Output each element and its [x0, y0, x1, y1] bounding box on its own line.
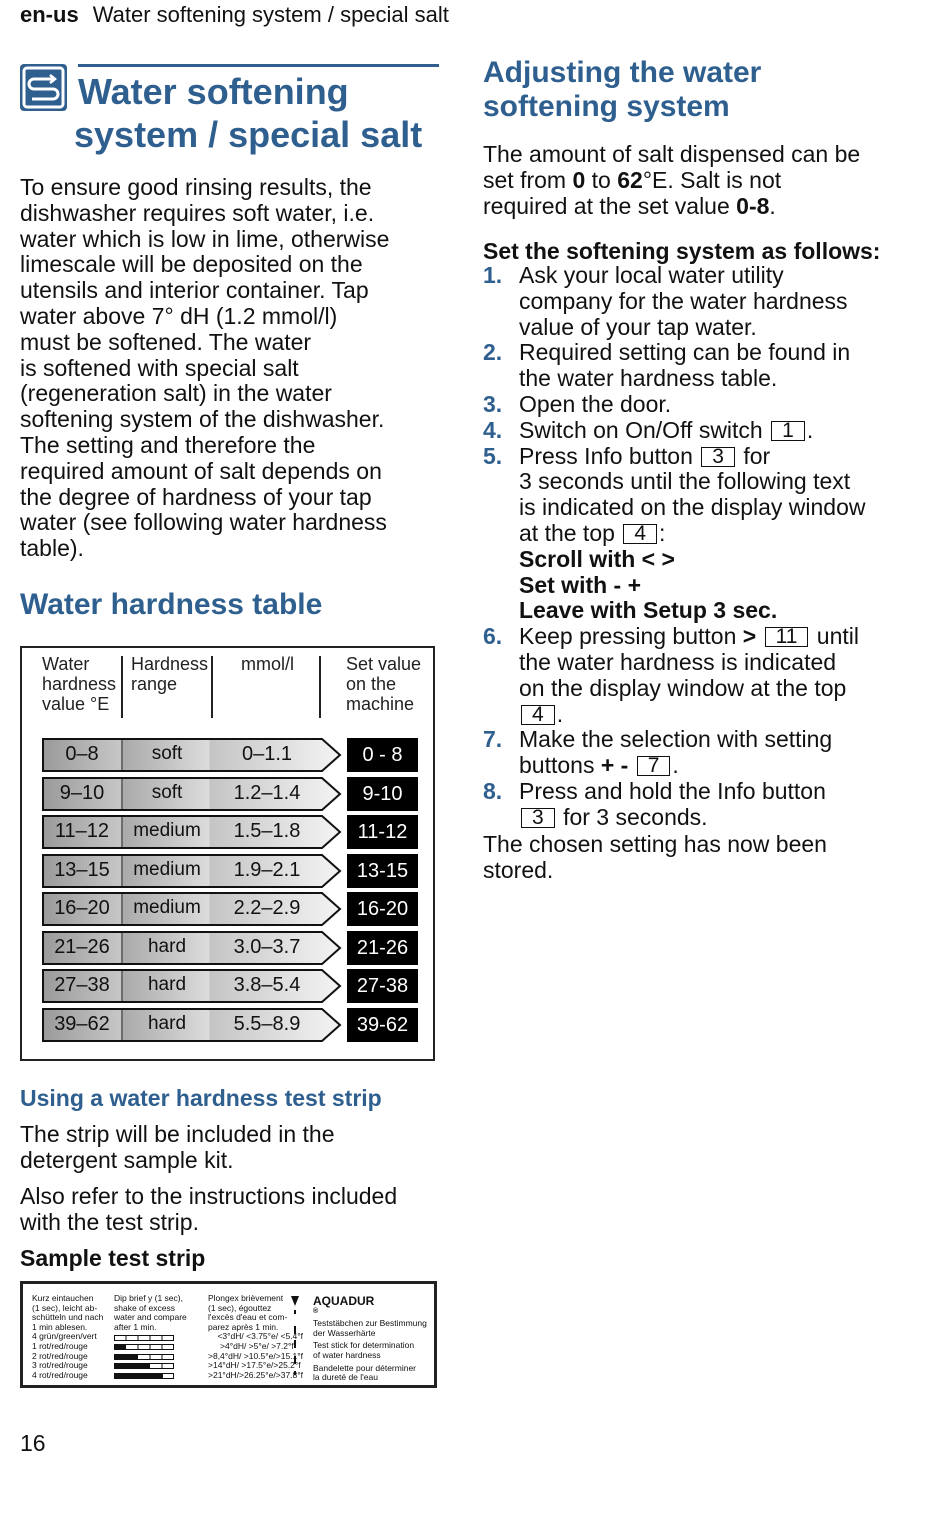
cell-hardness-range: hard	[147, 936, 187, 957]
display-text-leave: Leave with Setup 3 sec.	[519, 597, 778, 624]
cell-hardness-value: 9–10	[59, 782, 105, 804]
page-number: 16	[20, 1430, 46, 1456]
on-off-switch-ref: 1	[771, 421, 805, 441]
intro-paragraph	[20, 175, 440, 562]
page-title	[74, 70, 448, 156]
cell-set-value: 13-15	[347, 854, 418, 888]
cell-mmol: 3.0–3.7	[233, 936, 301, 958]
table-row	[42, 738, 342, 772]
column-separator	[211, 656, 213, 718]
cell-hardness-range: hard	[147, 1013, 187, 1034]
cell-mmol: 1.9–2.1	[233, 859, 301, 881]
cell-mmol: 5.5–8.9	[233, 1013, 301, 1035]
column-separator	[319, 656, 321, 718]
cell-hardness-value: 16–20	[54, 897, 110, 919]
intro-line: the degree of hardness of your tap	[20, 483, 372, 510]
title-rule	[78, 64, 439, 67]
strip-pad-row	[114, 1354, 174, 1360]
intro-line: (regeneration salt) in the water	[20, 380, 332, 407]
brand-mark: ®	[313, 1307, 319, 1315]
section-path: Water softening system / special salt	[92, 2, 449, 27]
sample-test-strip	[20, 1281, 437, 1388]
strip-paragraph-2: Also refer to the instructions included with the test strip.	[20, 1183, 398, 1235]
brand-name: AQUADUR	[313, 1294, 375, 1308]
step-1: 1. Ask your local water utility company for the water hardness value of your tap water.	[483, 262, 848, 340]
cell-hardness-range: hard	[147, 974, 187, 995]
table-row	[42, 854, 342, 888]
cell-hardness-range: soft	[151, 743, 183, 764]
cell-hardness-range: soft	[151, 782, 183, 803]
cell-mmol: 2.2–2.9	[233, 897, 301, 919]
step-8: 8. Press and hold the Info button 3 for 3 seconds.	[483, 777, 826, 830]
intro-line: dishwasher requires soft water, i.e.	[20, 199, 375, 226]
cell-hardness-range: medium	[133, 897, 201, 918]
step-7: 7. Make the selection with setting buttons + - 7 .	[483, 726, 833, 779]
strip-marker-icon	[291, 1296, 299, 1376]
header-mmol: mmol/l	[241, 654, 294, 674]
header-hardness-range: Hardness range	[131, 654, 209, 694]
strip-pad-row	[114, 1344, 174, 1350]
title-line-2: system / special salt	[74, 114, 423, 155]
cell-hardness-value: 13–15	[54, 859, 110, 881]
display-window-ref: 4	[623, 524, 657, 544]
cell-set-value: 9-10	[347, 777, 418, 811]
cell-hardness-value: 11–12	[54, 820, 110, 842]
cell-set-value: 39-62	[347, 1008, 418, 1042]
cell-hardness-value: 27–38	[54, 974, 110, 996]
header-set-value: Set value on the machine	[346, 654, 422, 714]
water-softening-icon	[20, 64, 67, 111]
strip-pad-row	[114, 1373, 174, 1379]
title-line-1: Water softening	[78, 71, 349, 112]
step-6: 6. Keep pressing button > 11 until the water hardness is indicated on the display window at the top 4 .	[483, 623, 860, 727]
step-2: 2. Required setting can be found in the water hardness table.	[483, 339, 851, 392]
adjusting-heading: Adjusting the water softening system	[483, 56, 762, 123]
strip-german-text: Kurz eintauchen (1 sec), leicht ab- schütteln und nach 1 min ablesen. 4 grün/green/vert 1 rot/red/rouge 2 rot/red/rouge 3 rot/red/rouge 4 rot/red/rouge	[32, 1293, 104, 1380]
strip-french-text: Plongex brièvement (1 sec), égouttez l'excès d'eau et com- parez après 1 min. <3°dH/ <3.75°e/ <5.4°f >4°dH/ >5°e/ >7.2°f >8,4°dH/ >10.5°e/>15.1°f >14°dH/ >17.5°e/>25.2°f >21°dH/>26.25°e/>37.8°f	[208, 1293, 304, 1380]
strip-heading: Using a water hardness test strip	[20, 1085, 382, 1111]
table-row	[42, 931, 342, 965]
display-text-scroll: Scroll with < >	[519, 545, 675, 572]
intro-line: table).	[20, 535, 84, 562]
info-button-ref: 3	[521, 808, 555, 828]
cell-set-value: 27-38	[347, 969, 418, 1003]
strip-pad-row	[114, 1335, 174, 1341]
intro-line: water which is low in lime, otherwise	[20, 225, 390, 252]
setting-buttons-ref: 7	[637, 756, 671, 776]
button-11-ref: 11	[765, 627, 809, 647]
language-code: en-us	[20, 2, 79, 27]
cell-set-value: 16-20	[347, 892, 418, 926]
intro-line: required amount of salt depends on	[20, 457, 382, 484]
strip-brand-block: AQUADUR ® Teststäbchen zur Bestimmung der Wasserhärte Test stick for determination of water hardness Bandelette pour déterminer la dureté de l'eau	[313, 1294, 427, 1383]
cell-set-value: 21-26	[347, 931, 418, 965]
salt-amount-paragraph: The amount of salt dispensed can be set from 0 to 62°E. Salt is not required at the set value 0-8.	[483, 141, 861, 219]
display-text-set: Set with - +	[519, 571, 642, 598]
cell-hardness-value: 39–62	[54, 1013, 110, 1035]
cell-hardness-value: 21–26	[54, 936, 110, 958]
column-separator	[121, 656, 123, 718]
steps-heading: Set the softening system as follows:	[483, 238, 881, 264]
table-row	[42, 815, 342, 849]
intro-line: water (see following water hardness	[20, 509, 387, 536]
header-water-hardness: Water hardness value °E	[42, 654, 117, 714]
strip-paragraph-1: The strip will be included in the detergent sample kit.	[20, 1121, 335, 1173]
strip-english-text: Dip brief y (1 sec), shake of excess water and compare after 1 min.	[114, 1294, 187, 1380]
cell-mmol: 3.8–5.4	[233, 974, 301, 996]
table-row	[42, 969, 342, 1003]
cell-set-value: 11-12	[347, 815, 418, 849]
intro-line: To ensure good rinsing results, the	[20, 174, 372, 200]
cell-hardness-value: 0–8	[65, 743, 99, 765]
table-row	[42, 777, 342, 811]
strip-pad-row	[114, 1363, 174, 1369]
cell-mmol: 1.2–1.4	[233, 782, 301, 804]
final-note: The chosen setting has now been stored.	[483, 831, 827, 883]
intro-line: The setting and therefore the	[20, 431, 316, 458]
cell-mmol: 1.5–1.8	[233, 820, 301, 842]
intro-line: is softened with special salt	[20, 354, 299, 381]
cell-hardness-range: medium	[133, 859, 201, 880]
info-button-ref: 3	[701, 447, 735, 467]
intro-line: limescale will be deposited on the	[20, 251, 363, 278]
intro-line: softening system of the dishwasher.	[20, 406, 385, 433]
table-heading: Water hardness table	[20, 588, 323, 621]
intro-line: water above 7° dH (1.2 mmol/l)	[20, 302, 338, 329]
cell-hardness-range: medium	[133, 820, 201, 841]
cell-set-value: 0 - 8	[347, 738, 418, 772]
table-row	[42, 1008, 342, 1042]
table-row	[42, 892, 342, 926]
step-5: 5. Press Info button 3 for 3 seconds until the following text is indicated on the display window at the top 4 : Scroll with < > Set with - + Leave with Setup 3 sec.	[483, 444, 923, 625]
step-3: 3. Open the door.	[483, 390, 672, 417]
step-4: 4. Switch on On/Off switch 1 .	[483, 416, 814, 443]
intro-line: must be softened. The water	[20, 328, 312, 355]
steps-list	[483, 263, 923, 831]
cell-mmol: 0–1.1	[241, 743, 293, 765]
sample-strip-heading: Sample test strip	[20, 1245, 206, 1271]
running-header	[20, 2, 449, 28]
display-window-ref: 4	[521, 705, 555, 725]
intro-line: utensils and interior container. Tap	[20, 277, 369, 304]
